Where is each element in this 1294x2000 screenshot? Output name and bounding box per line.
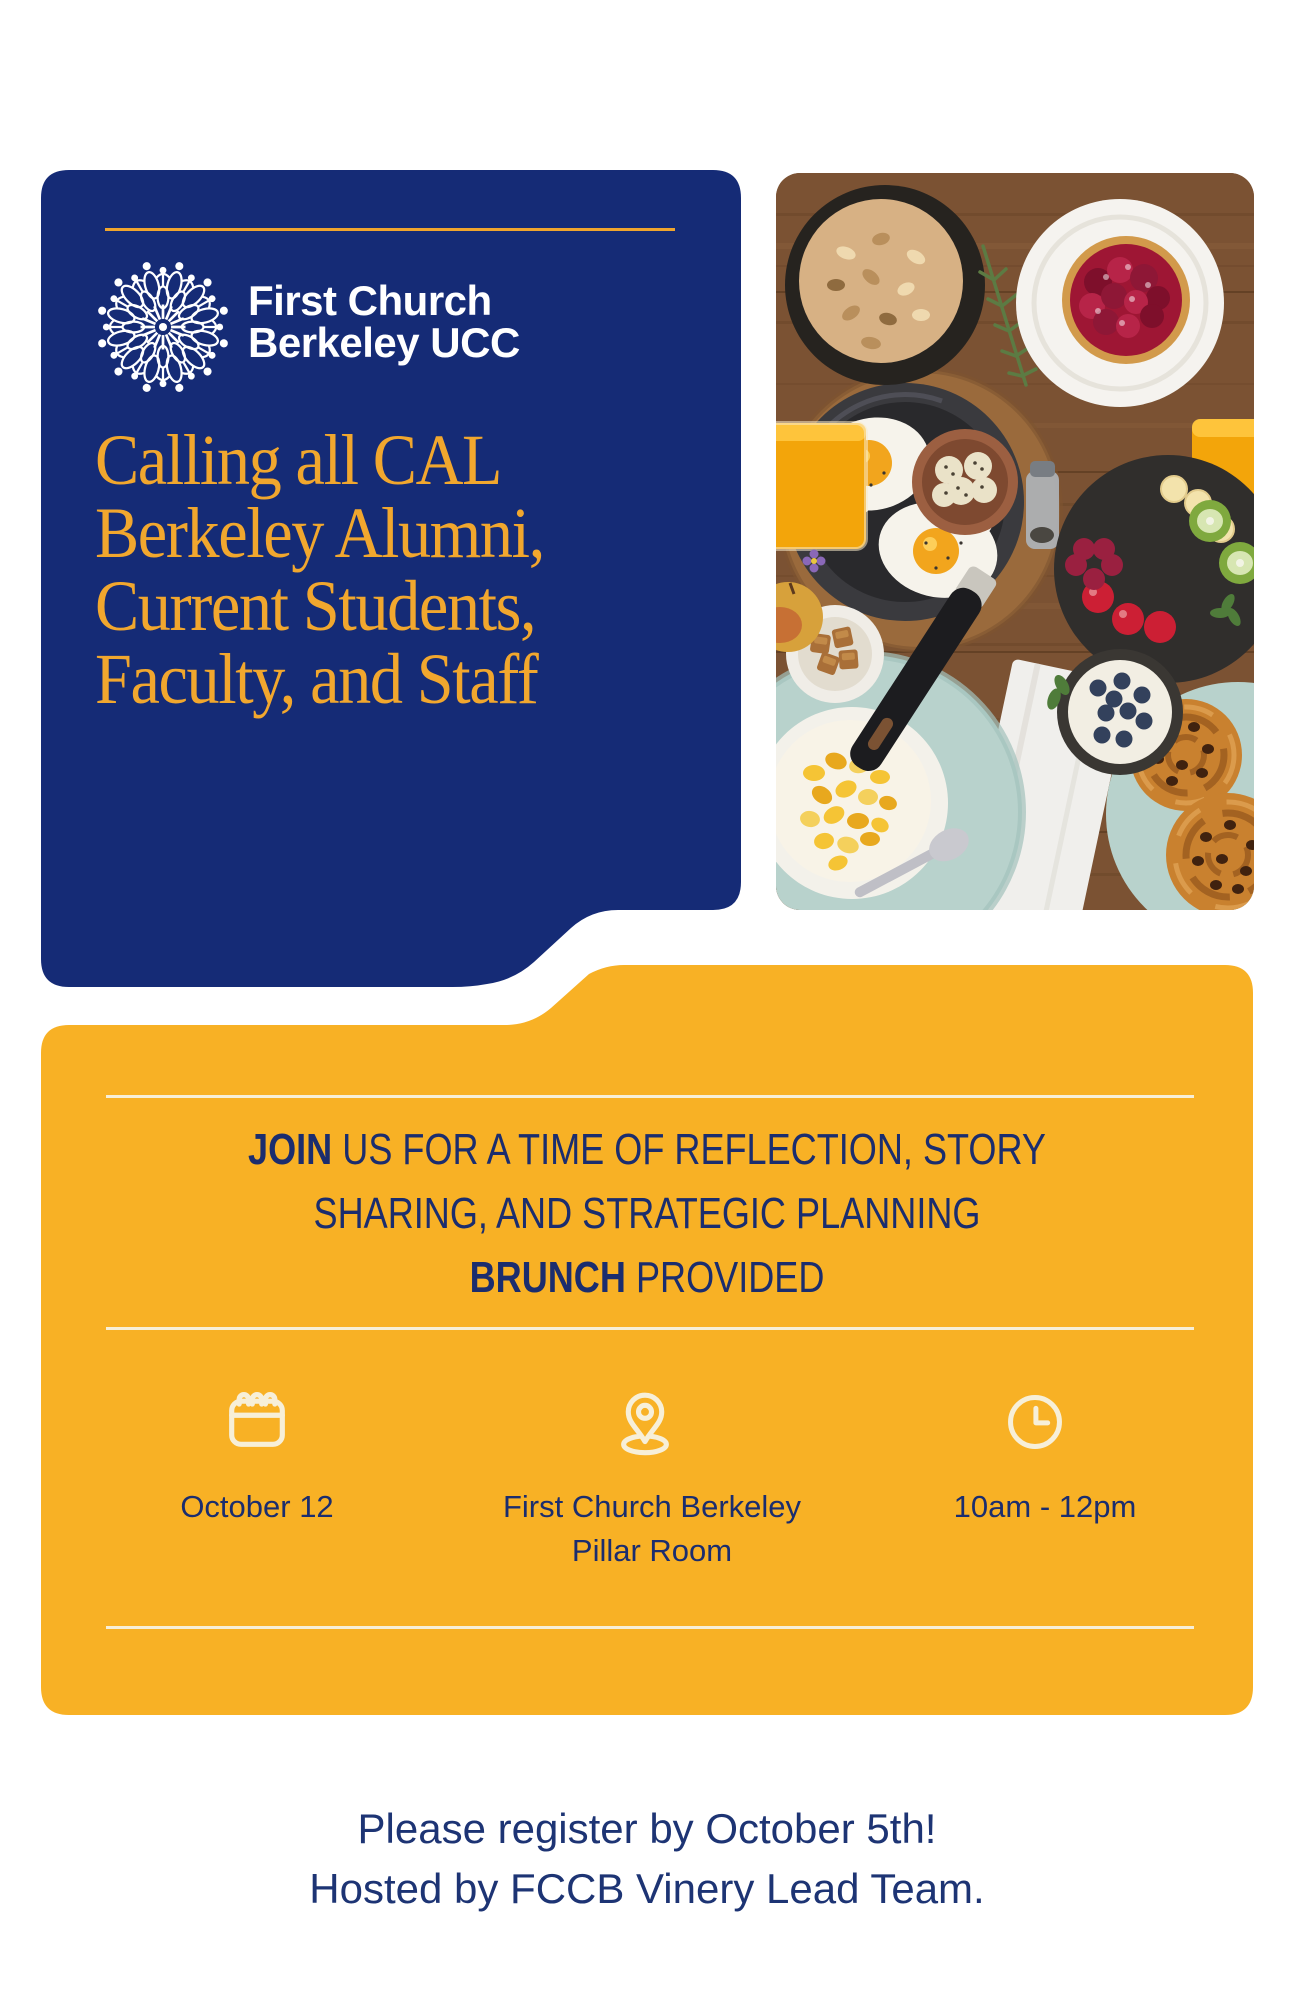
gold-divider-line bbox=[105, 228, 675, 231]
detail-time: 10am - 12pm bbox=[953, 1489, 1137, 1524]
location-pin-icon bbox=[619, 1390, 671, 1456]
intro-line-2: SHARING, AND STRATEGIC PLANNING bbox=[313, 1189, 981, 1238]
intro-line-3: BRUNCH PROVIDED bbox=[469, 1253, 825, 1302]
headline bbox=[95, 420, 544, 719]
org-name bbox=[248, 277, 520, 366]
org-name-line2: Berkeley UCC bbox=[248, 319, 520, 366]
headline-line: Berkeley Alumni, bbox=[95, 493, 544, 573]
detail-location: First Church Berkeley Pillar Room bbox=[502, 1489, 802, 1568]
detail-date: October 12 bbox=[180, 1489, 334, 1524]
footer-text bbox=[0, 1799, 1294, 1919]
headline-line: Current Students, bbox=[95, 566, 536, 646]
divider-top bbox=[106, 1095, 1194, 1098]
headline-line: Faculty, and Staff bbox=[95, 639, 538, 719]
calendar-icon bbox=[227, 1388, 287, 1450]
yellow-card-shape bbox=[41, 965, 1253, 1715]
footer-line-2: Hosted by FCCB Vinery Lead Team. bbox=[309, 1865, 985, 1912]
breakfast-photo bbox=[776, 173, 1254, 910]
divider-middle bbox=[106, 1327, 1194, 1330]
mandala-logo-icon bbox=[91, 255, 235, 399]
headline-line: Calling all CAL bbox=[95, 420, 502, 500]
intro-line-1: JOIN US FOR A TIME OF REFLECTION, STORY bbox=[248, 1125, 1046, 1174]
footer-line-1: Please register by October 5th! bbox=[357, 1805, 937, 1852]
divider-bottom bbox=[106, 1626, 1194, 1629]
org-name-line1: First Church bbox=[248, 277, 492, 324]
clock-icon bbox=[1006, 1392, 1064, 1452]
intro-text bbox=[0, 1118, 1294, 1310]
